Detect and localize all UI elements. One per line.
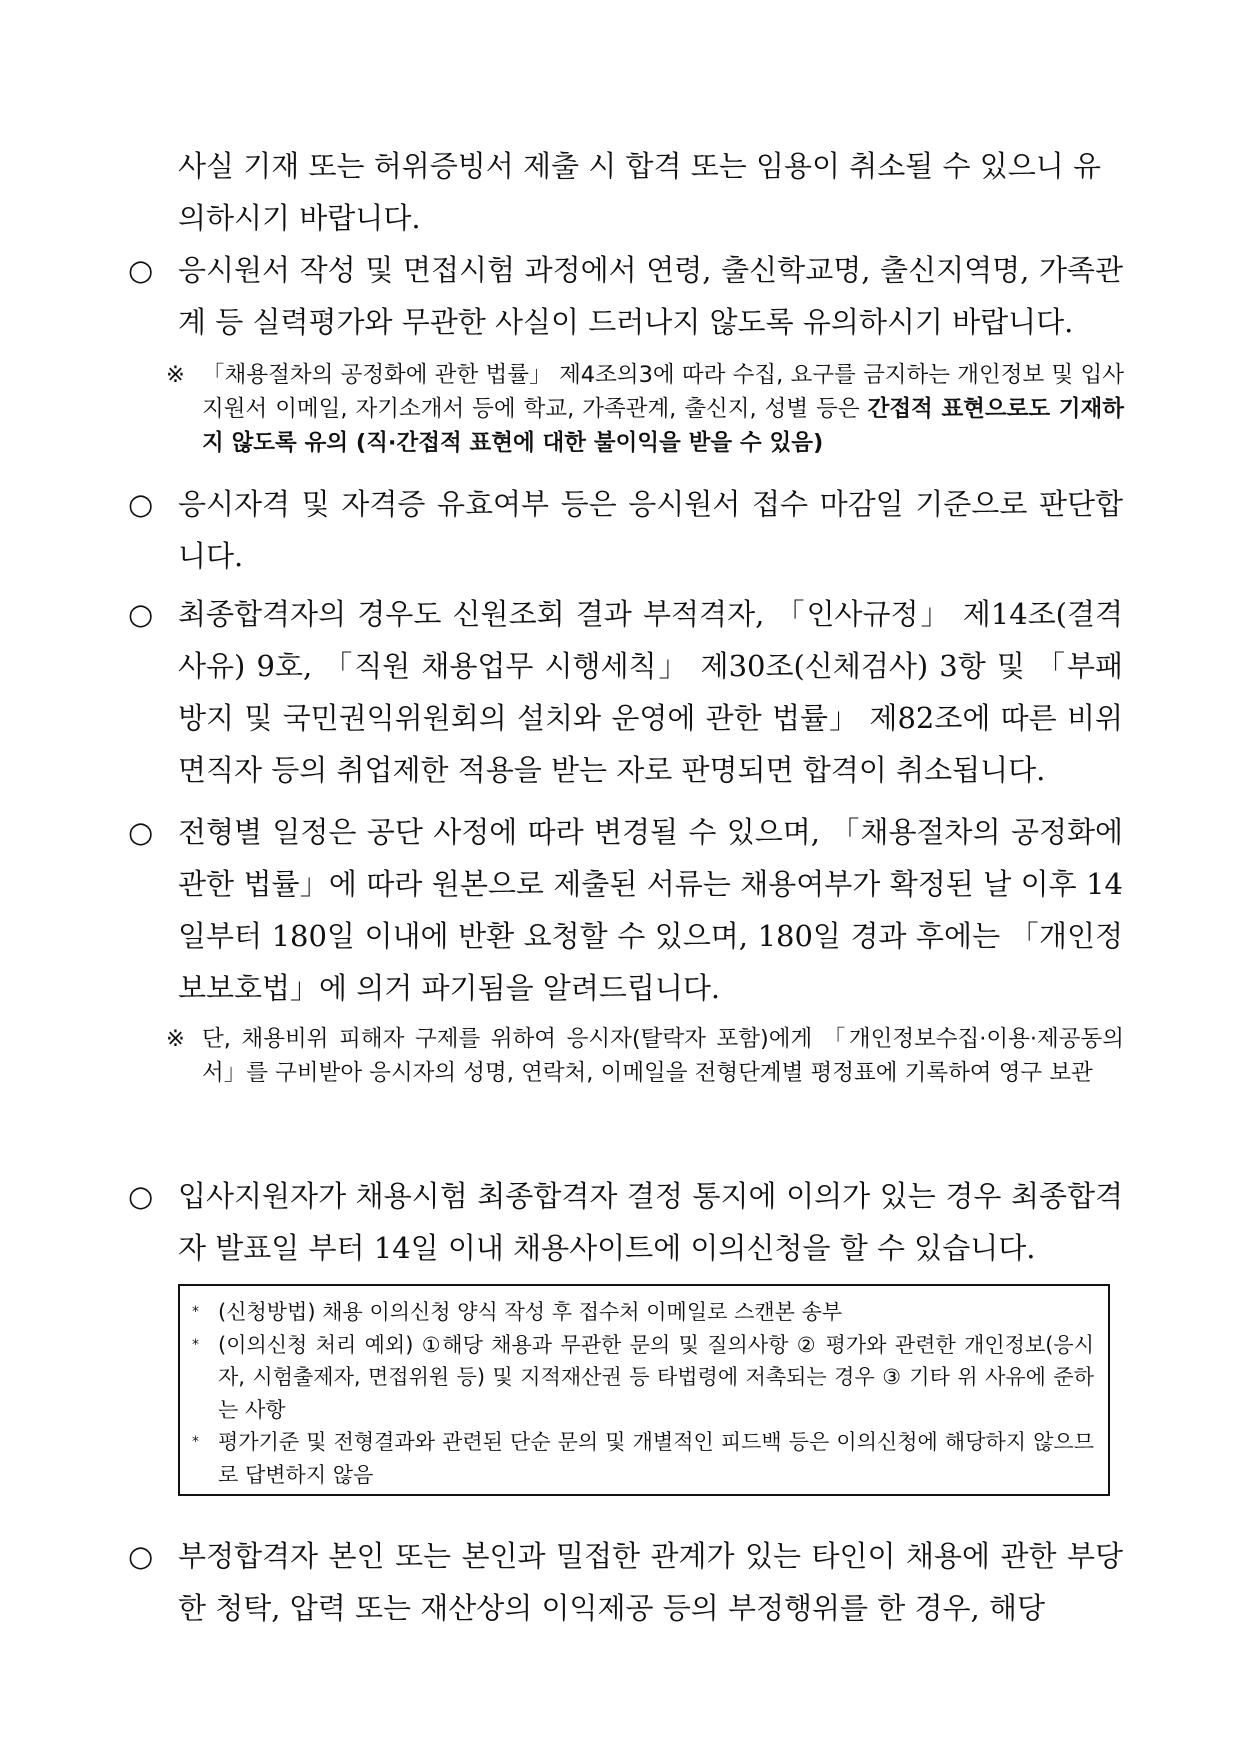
bullet-text: 최종합격자의 경우도 신원조회 결과 부적격자, 「인사규정」 제14조(결격사유) 9호, 「직원 채용업무 시행세칙」 제30조(신체검사) 3항 및 「부패방지 및 국민권익위원회의 설치와 운영에 관한 법률」 제82조에 따른 비위면직자 등의 취업제한 적용을 받는 자로 판명되면 합격이 취소됩니다. (178, 597, 1123, 787)
bullet-item (128, 1170, 1123, 1274)
bullet-item (128, 1530, 1123, 1634)
bullet-text: 응시자격 및 자격증 유효여부 등은 응시원서 접수 마감일 기준으로 판단합니다. (178, 487, 1123, 573)
bullet-text: 전형별 일정은 공단 사정에 따라 변경될 수 있으며, 「채용절차의 공정화에 관한 법률」에 따라 원본으로 제출된 서류는 채용여부가 확정된 날 이후 14일부터 180일 이내에 반환 요청할 수 있으며, 180일 경과 후에는 「개인정보보호법」에 의거 파기됨을 알려드립니다. (178, 815, 1123, 1005)
circle-bullet-icon: ○ (128, 1539, 154, 1573)
circle-bullet-icon: ○ (128, 815, 154, 849)
reference-note-text: 「채용절차의 공정화에 관한 법률」 제4조의3에 따라 수집, 요구를 금지하는 개인정보 및 입사지원서 이메일, 자기소개서 등에 학교, 가족관계, 출신지, 성별 등은 (202, 362, 1124, 422)
appeal-info-box (178, 1284, 1110, 1496)
bullet-text: 부정합격자 본인 또는 본인과 밀접한 관계가 있는 타인이 채용에 관한 부당한 청탁, 압력 또는 재산상의 이익제공 등의 부정행위를 한 경우, 해당 (178, 1539, 1123, 1625)
bullet-item (128, 806, 1123, 1014)
box-item (192, 1296, 1094, 1329)
bullet-item (128, 478, 1123, 582)
asterisk-icon: * (192, 1304, 199, 1320)
bullet-text: 응시원서 작성 및 면접시험 과정에서 연령, 출신학교명, 출신지역명, 가족관계 등 실력평가와 무관한 사실이 드러나지 않도록 유의하시기 바랍니다. (178, 253, 1123, 339)
box-item-text: (이의신청 처리 예외) ①해당 채용과 무관한 문의 및 질의사항 ② 평가와 관련한 개인정보(응시자, 시험출제자, 면접위원 등) 및 지적재산권 등 타법령에 저촉되는 경우 ③ 기타 위 사유에 준하는 사항 (218, 1332, 1094, 1422)
reference-note (166, 1022, 1124, 1090)
box-item-text: 평가기준 및 전형결과와 관련된 단순 문의 및 개별적인 피드백 등은 이의신청에 해당하지 않으므로 답변하지 않음 (218, 1430, 1094, 1487)
box-item-text: (신청방법) 채용 이의신청 양식 작성 후 접수처 이메일로 스캔본 송부 (218, 1300, 843, 1324)
circle-bullet-icon: ○ (128, 1179, 154, 1213)
bullet-item (128, 244, 1123, 348)
reference-note-text: 단, 채용비위 피해자 구제를 위하여 응시자(탈락자 포함)에게 「개인정보수집·이용·제공동의서」를 구비받아 응시자의 성명, 연락처, 이메일을 전형단계별 평정표에 기록하여 영구 보관 (202, 1026, 1124, 1086)
box-item (192, 1426, 1094, 1491)
circle-bullet-icon: ○ (128, 253, 154, 287)
box-item (192, 1329, 1094, 1427)
asterisk-icon: * (192, 1434, 199, 1450)
reference-mark-icon: ※ (166, 362, 185, 388)
reference-mark-icon: ※ (166, 1026, 185, 1052)
intro-paragraph: 사실 기재 또는 허위증빙서 제출 시 합격 또는 임용이 취소될 수 있으니 유의하시기 바랍니다. (178, 149, 1102, 235)
reference-note (166, 358, 1124, 460)
circle-bullet-icon: ○ (128, 487, 154, 521)
asterisk-icon: * (192, 1336, 199, 1353)
bullet-text: 입사지원자가 채용시험 최종합격자 결정 통지에 이의가 있는 경우 최종합격자 발표일 부터 14일 이내 채용사이트에 이의신청을 할 수 있습니다. (178, 1179, 1123, 1265)
bullet-item (128, 588, 1123, 796)
reference-note-emphasis: 간접적 표현으로도 기재하지 않도록 유의 (직·간접적 표현에 대한 불이익을 받을 수 있음) (202, 396, 1124, 456)
circle-bullet-icon: ○ (128, 597, 154, 631)
